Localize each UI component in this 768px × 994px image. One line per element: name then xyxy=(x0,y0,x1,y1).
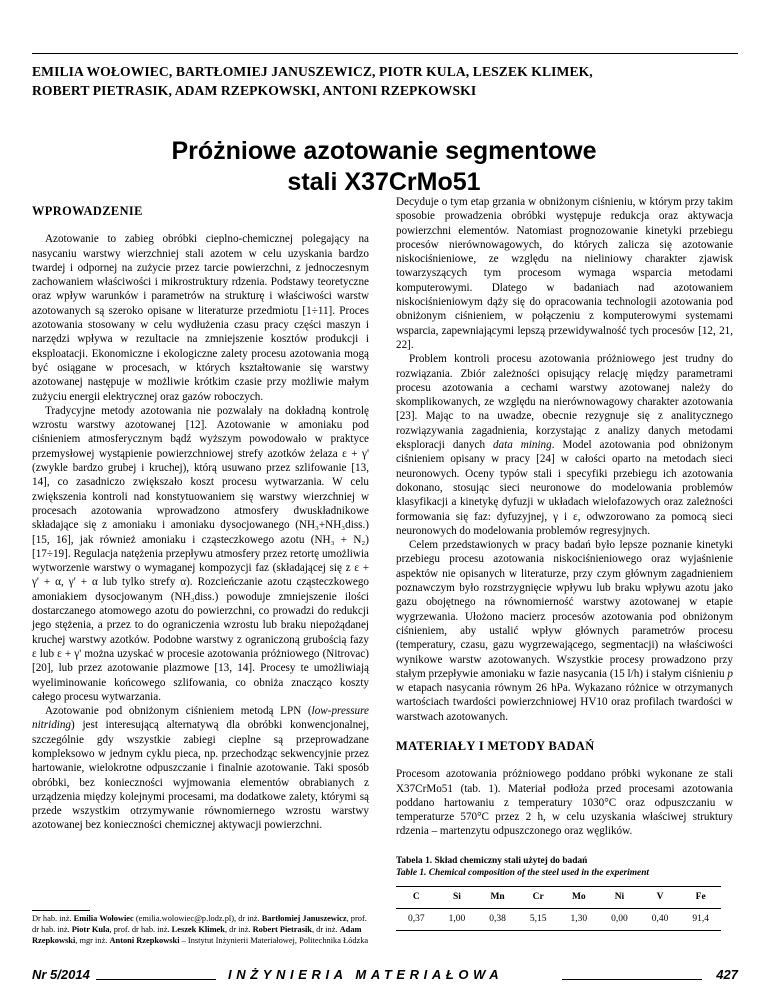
section-heading-introduction: WPROWADZENIE xyxy=(32,204,143,218)
footnote-text: Dr hab. inż. xyxy=(32,914,74,923)
footnote-text: (emilia.wolowiec@p.lodz.pl), dr inż. xyxy=(133,914,262,923)
composition-table xyxy=(396,886,721,932)
footer-rule xyxy=(562,979,702,980)
author-name: Robert Pietrasik xyxy=(252,925,312,934)
table-caption-pl: Tabela 1. Skład chemiczny stali użytej do badań xyxy=(396,855,588,866)
author-footnote xyxy=(32,913,369,946)
section-heading-materials: MATERIAŁY I METODY BADAŃ xyxy=(396,738,595,753)
footnote-text: , dr inż. xyxy=(311,925,340,934)
journal-name: INŻYNIERIA MATERIAŁOWA xyxy=(228,967,504,982)
table-cell: 1,30 xyxy=(559,909,600,931)
authors-line-1: EMILIA WOŁOWIEC, BARTŁOMIEJ JANUSZEWICZ, PIOTR KULA, LESZEK KLIMEK, xyxy=(32,64,593,79)
author-name: Leszek Klimek xyxy=(171,925,225,934)
table-row xyxy=(396,909,721,931)
table-header: Fe xyxy=(680,886,721,908)
footnote-rule xyxy=(32,910,90,911)
table-cell: 0,40 xyxy=(640,909,681,931)
table-header-row xyxy=(396,886,721,908)
paragraph xyxy=(396,538,733,724)
text-span: Celem przedstawionych w pracy badań było lepsze poznanie kinetyki przebiegu procesu azotowania niskociśnieniowego oraz wyjaśnienie aspektów nie opisanych w literaturze, przy czym głównym zagadnieniem poznawczym było rozstrzygnięcie wpływu lub braku wpływu azotu jako gazu obojętnego na równomierność warstwy azotowanej w etapie wygrzewania. Ułożono macierz procesów azotowania pod obniżonym ciśnieniem, aby ustalić wpływ głównych parametrów procesu (temperatury, czasu, gazu wygrzewającego, segmentacji) na właściwości wynikowe warstw azotowanych. Wszystkie procesy prowadzono przy stałym przepływie amoniaku w fazie nasycania (15 l/h) i stałym ciśnieniu xyxy=(396,539,733,680)
table-cell: 91,4 xyxy=(680,909,721,931)
paragraph: Azotowanie to zabieg obróbki cieplno-chemicznej polegający na nasycaniu warstwy wierzchniej stali azotem w celu uzyskania bardzo twardej i odpornej na zużycie przez tarcie powierzchni, z jednoczesnym zachowaniem właściwości i mikrostruktury rdzenia. Podstawy teoretyczne oraz wpływ warunków i parametrów na strukturę i właściwości warstw azotowanych są szeroko opisane w literaturze przedmiotu [1÷11]. Proces azotowania stosowany w celu wydłużenia czasu pracy części maszyn i narzędzi wpływa w rezultacie na zmniejszenie kosztów produkcji i eksploatacji. Ekonomiczne i ekologiczne zalety procesu azotowania mogą być osiągane w procesach, w których kształtowanie się warstwy azotowanej następuje w możliwie krótkim czasie przy możliwie małym zużyciu energii elektrycznej oraz gazów roboczych. xyxy=(32,233,369,403)
text-span: . Model azotowania pod obniżonym ciśnieniem opisany w pracy [24] w całości oparto na metodach sieci neuronowych. Oceny typów stali i specyfiki przebiegu ich azotowania dokonano, stosując sieci neuronowe do modelowania problemów klasyfikacji a kinetykę dyfuzji w układach wielofazowych oraz zależności formowania się faz: dyfuzyjnej, γ i ε, odwzorowano za pomocą sieci neuronowych do modelowania problemów regresyjnych. xyxy=(396,439,733,537)
issue-number: Nr 5/2014 xyxy=(32,967,90,982)
table-caption-en: Table 1. Chemical composition of the steel used in the experiment xyxy=(396,867,650,878)
author-name: Bartłomiej Januszewicz xyxy=(261,914,347,923)
paragraph xyxy=(396,352,733,538)
right-column xyxy=(396,195,733,931)
paragraph xyxy=(32,704,369,833)
table-caption xyxy=(396,855,733,879)
footnote-text: , dr inż. xyxy=(224,925,253,934)
paragraph: Tradycyjne metody azotowania nie pozwalały na dokładną kontrolę wzrostu warstwy azotowanej [12]. Azotowanie w amoniaku pod ciśnieniem atmosferycznym bądź wyższym powodowało w praktyce przemysłowej wystąpienie powierzchniowej strefy azotków żelaza ε + γ' (zwykle bardzo grubej i kruchej), którą usuwano przez szlifowanie [13, 14], co zasadniczo zwiększało koszt procesu wytwarzania. W celu zwiększenia kontroli nad konstytuowaniem się warstwy wierzchniej w procesach azotowania wprowadzono atmosfery dwuskładnikowe składające się z amoniaku i amoniaku dysocjowanego (NH₃+NH₃diss.) [15, 16], jak również amoniaku i cząsteczkowego azotu (NH₃ + N₂) [17÷19]. Regulacja natężenia przepływu atmosfery przez retortę umożliwia wytworzenie warstwy o wymaganej kompozycji faz (składającej się z ε + γ' + α, γ' + α lub tylko strefy α). Rozcieńczanie azotu cząsteczkowego amoniakiem dysocjowanym (NH₃diss.) powoduje zmniejszenie ilości dostarczanego atomowego azotu do powierzchni, co prowadzi do redukcji jego stężenia, a przez to do ograniczenia wzrostu lub braku niepożądanej kruchej warstwy azotków. Podobne warstwy z ograniczoną grubością fazy ε lub ε + γ' można uzyskać w procesie azotowania próżniowego (Nitrovac) [20], lub przez azotowanie plazmowe [13, 14]. Procesy te umożliwiają wyeliminowanie końcowego szlifowania, co obniża znacząco koszty całego procesu wytwarzania. xyxy=(32,404,369,703)
paragraph: Decyduje o tym etap grzania w obniżonym ciśnieniu, w którym przy takim sposobie prowadzenia obróbki występuje redukcja oraz aktywacja powierzchni elementów. Natomiast prognozowanie kinetyki przebiegu procesów nierównowagowych, do których zalicza się azotowanie niskociśnieniowe, ze względu na nieliniowy charakter zjawisk towarzyszących tym procesom wymaga wsparcia metodami komputerowymi. Dlatego w badaniach nad azotowaniem niskociśnieniowym dąży się do opracowania technologii azotowania pod obniżonym ciśnieniem, w połączeniu z komputerowymi systemami wsparcia, zapewniającymi lepszą przewidywalność tych procesów [12, 21, 22]. xyxy=(396,196,733,351)
title-line-2: stali X37CrMo51 xyxy=(287,168,481,196)
footnote-text: , prof. dr hab. inż. xyxy=(109,925,172,934)
author-name: Antoni Rzepkowski xyxy=(109,936,180,945)
table-header: V xyxy=(640,886,681,908)
italic-term: data mining xyxy=(492,439,552,452)
text-span: Azotowanie pod obniżonym ciśnieniem metodą LPN ( xyxy=(45,705,312,718)
page-footer xyxy=(32,967,738,983)
author-name: Emilia Wołowiec xyxy=(73,914,134,923)
table-header: Mn xyxy=(477,886,518,908)
italic-term: low-pressure nitriding xyxy=(32,705,369,732)
header-rule xyxy=(32,53,738,54)
italic-symbol: p xyxy=(727,667,733,680)
text-span: Problem kontroli procesu azotowania próżniowego jest trudny do rozwiązania. Zbiór zależności opisujący relację między parametrami procesu azotowania a cechami warstwy azotowanej należy do skomplikowanych, ze względu na nierównowagowy charakter azotowania [23]. Mając to na uwadze, obecnie rezygnuje się z analitycznego rozwiązywania zagadnienia, korzystając z analizy danych metodami eksploracji danych xyxy=(396,353,733,452)
table-cell: 0,38 xyxy=(477,909,518,931)
authors xyxy=(32,62,732,100)
footer-rule xyxy=(96,979,216,980)
table-header: Si xyxy=(437,886,478,908)
footnote-text: , prof. dr hab. inż. xyxy=(32,914,367,934)
left-column xyxy=(32,204,369,833)
table-cell: 0,00 xyxy=(599,909,640,931)
author-name: Piotr Kula xyxy=(71,925,110,934)
footnote-text: – Instytut Inżynierii Materiałowej, Politechnika Łódzka xyxy=(179,936,369,945)
text-span: w etapach nasycania równym 26 hPa. Wykazano różnice w otrzymanych wartościach twardości powierzchniowej HV10 oraz profilach twardości w warstwach azotowanych. xyxy=(396,682,733,723)
table-header: Ni xyxy=(599,886,640,908)
table-header: Cr xyxy=(518,886,559,908)
text-span: ) jest interesującą alternatywą dla obróbki konwencjonalnej, szczególnie gdy wszystkie zabiegi cieplne są przeprowadzane kompleksowo w jednym cyklu pieca, np. przechodząc sekwencyjnie przez hartowanie, wielokrotne odpuszczanie i finalnie azotowanie. Taki sposób obróbki, bez konieczności wyjmowania elementów obrabianych z urządzenia między kolejnymi procesami, ma dodatkowe zalety, którymi są przede wszystkim otrzymywanie równomiernego wzrostu warstwy azotowanej bez konieczności chemicznej aktywacji powierzchni. xyxy=(32,719,369,832)
article-title xyxy=(60,136,708,198)
table-cell: 1,00 xyxy=(437,909,478,931)
page-number: 427 xyxy=(716,967,738,982)
author-name: Adam Rzepkowski xyxy=(32,925,362,945)
footnote-text: , mgr inż. xyxy=(75,936,110,945)
title-line-1: Próżniowe azotowanie segmentowe xyxy=(171,137,597,165)
table-cell: 5,15 xyxy=(518,909,559,931)
table-header: Mo xyxy=(559,886,600,908)
authors-line-2: ROBERT PIETRASIK, ADAM RZEPKOWSKI, ANTONI RZEPKOWSKI xyxy=(32,83,477,98)
paragraph: Procesom azotowania próżniowego poddano próbki wykonane ze stali X37CrMo51 (tab. 1). Materiał podłoża przed procesami azotowania poddano hartowaniu z temperatury 1030°C oraz odpuszczaniu w temperaturze 570°C przez 2 h, w celu uzyskania właściwej struktury rdzenia – martenzytu odpuszczonego oraz węglików. xyxy=(396,768,733,838)
table-header: C xyxy=(396,886,437,908)
table-cell: 0,37 xyxy=(396,909,437,931)
